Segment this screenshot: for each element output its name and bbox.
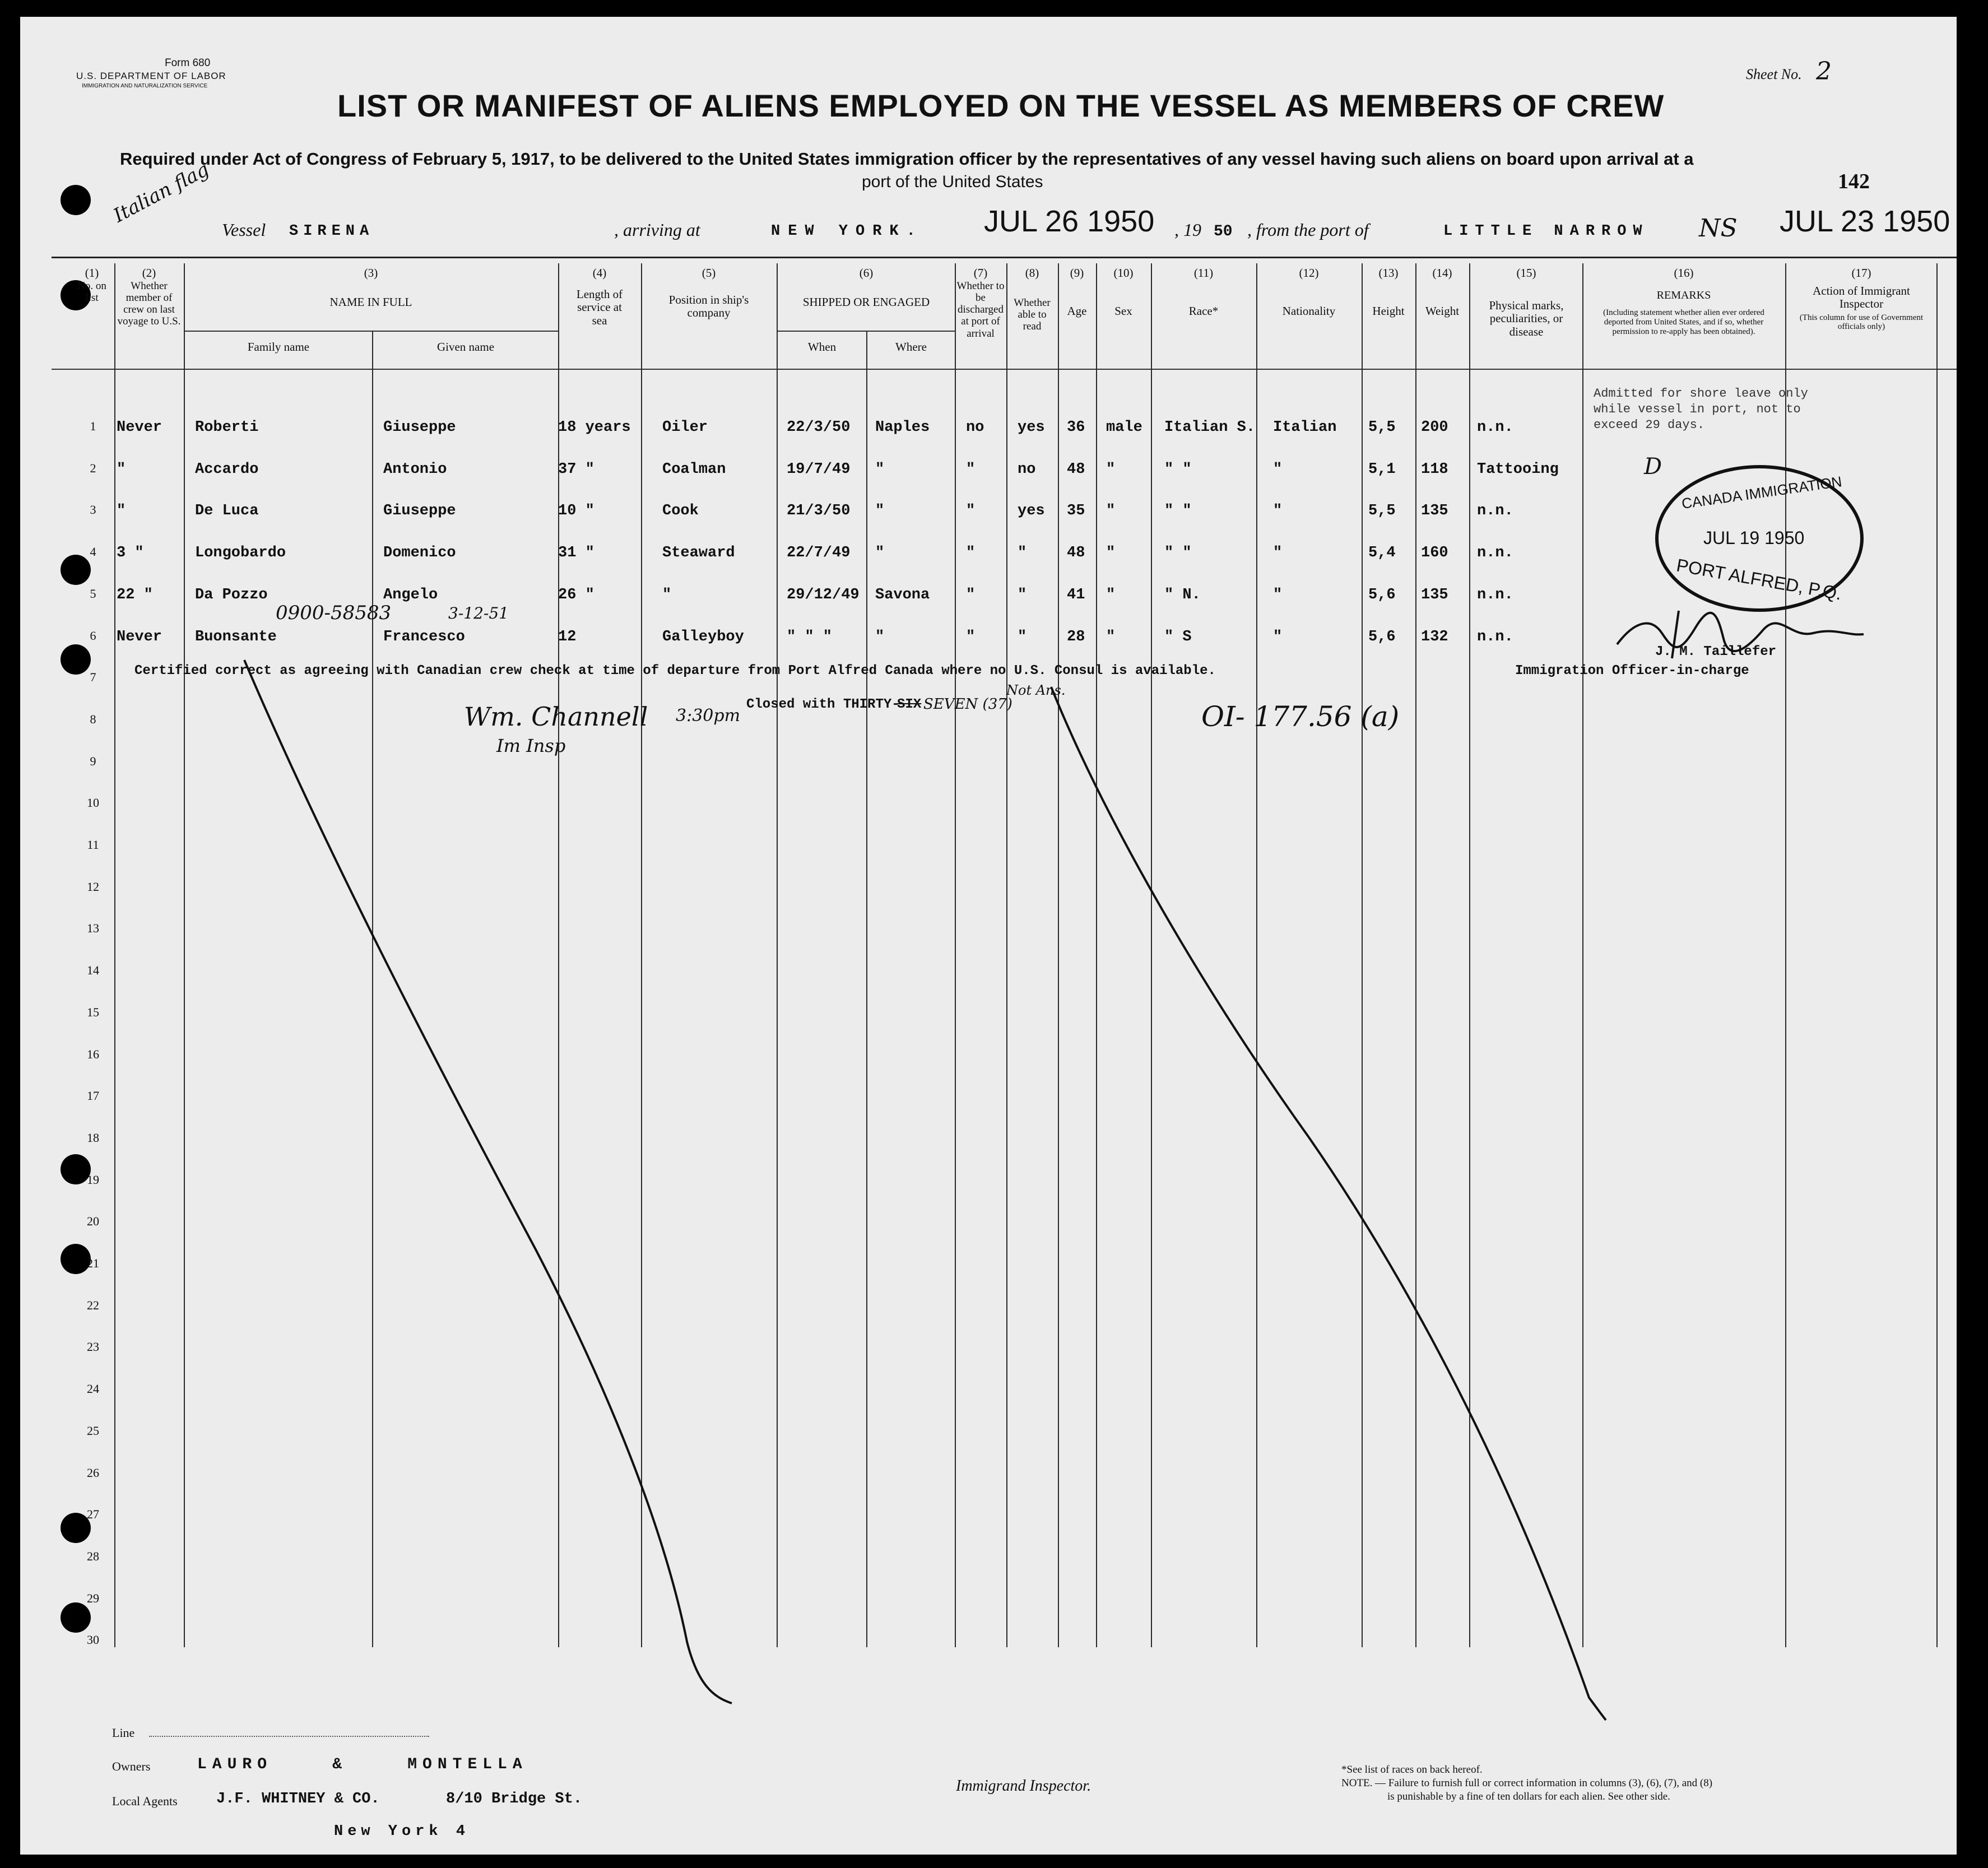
crew-weight: 135 [1421, 586, 1448, 603]
crew-weight: 135 [1421, 503, 1448, 520]
column-label: No. on list [77, 280, 106, 304]
crew-height: 5,5 [1368, 419, 1396, 436]
service-name: IMMIGRATION AND NATURALIZATION SERVICE [82, 83, 208, 89]
crew-position: Galleyboy [662, 628, 744, 645]
crew-age: 28 [1067, 628, 1085, 645]
file-number: 0900-58583 [276, 602, 392, 624]
year-label: , 19 [1174, 220, 1201, 240]
sheet-number: 2 [1816, 57, 1832, 86]
year-value: 50 [1214, 223, 1233, 240]
crew-age: 41 [1067, 586, 1085, 603]
crew-service: 37 " [558, 461, 594, 478]
crew-family: Accardo [195, 461, 259, 478]
crew-weight: 132 [1421, 628, 1448, 645]
crew-nationality: Italian [1273, 419, 1337, 436]
crew-prior: " [117, 461, 126, 478]
row-number: 9 [90, 754, 96, 768]
crew-family: Longobardo [195, 545, 286, 562]
page-code: 142 [1838, 170, 1870, 193]
crew-weight: 200 [1421, 419, 1448, 436]
crew-service: 26 " [558, 586, 594, 603]
crew-service: 12 [558, 628, 577, 645]
row-number: 25 [87, 1423, 99, 1438]
column-label: Sex [1114, 304, 1132, 318]
crew-where: " [875, 461, 885, 478]
crew-position: Coalman [662, 461, 726, 478]
closed-with-struck: SIX [897, 697, 922, 712]
line-label: Line [112, 1726, 135, 1740]
crew-where: " [875, 503, 885, 520]
crew-race: " S [1164, 628, 1192, 645]
file-date: 3-12-51 [448, 604, 509, 622]
officer-title: Immigration Officer-in-charge [1515, 663, 1749, 679]
closed-note: Not Ans. [1006, 682, 1066, 698]
crew-read: no [1018, 461, 1036, 478]
from-province: NS [1699, 214, 1738, 243]
crew-sex: " [1106, 586, 1116, 603]
crew-family: De Luca [195, 503, 259, 520]
crew-when: 22/3/50 [787, 419, 851, 436]
crew-height: 5,5 [1368, 503, 1396, 520]
crew-where: Savona [875, 586, 930, 603]
row-number: 14 [87, 963, 99, 978]
crew-nationality: " [1273, 586, 1283, 603]
crew-service: 10 " [558, 503, 594, 520]
crew-race: Italian S. [1164, 419, 1256, 436]
row-number: 1 [90, 419, 96, 433]
crew-prior: Never [117, 419, 162, 436]
agents-address: 8/10 Bridge St. [446, 1791, 583, 1807]
crew-nationality: " [1273, 503, 1283, 520]
column-label: Race* [1188, 304, 1219, 318]
flag-note: Italian flag [110, 158, 213, 227]
crew-read: yes [1018, 419, 1045, 436]
row-number: 27 [87, 1507, 99, 1522]
crew-prior: Never [117, 628, 162, 645]
crew-discharged: " [966, 628, 976, 645]
row-number: 4 [90, 545, 96, 559]
column-label: Length of service at sea [576, 287, 623, 327]
column-label: Age [1067, 304, 1087, 318]
column-number: (15) [1516, 266, 1536, 280]
column-label: NAME IN FULL [329, 295, 412, 309]
page-title: LIST OR MANIFEST OF ALIENS EMPLOYED ON THE VESSEL AS MEMBERS OF CREW [337, 88, 1665, 123]
row-number: 17 [87, 1089, 99, 1103]
column-number: (11) [1193, 266, 1214, 280]
crew-where: " [875, 545, 885, 562]
owners-value: LAURO & MONTELLA [197, 1756, 528, 1773]
d-mark: D [1644, 454, 1662, 480]
row-number: 8 [90, 712, 96, 726]
crew-race: " " [1164, 545, 1192, 562]
column-number: (5) [702, 266, 716, 280]
sheet-label: Sheet No. [1746, 66, 1802, 82]
row-number: 13 [87, 921, 99, 936]
crew-age: 48 [1067, 545, 1085, 562]
row-number: 12 [87, 879, 99, 894]
column-label: Position in ship's company [668, 292, 749, 320]
row-number: 16 [87, 1047, 99, 1061]
crew-when: 29/12/49 [787, 586, 860, 603]
column-number: (7) [973, 266, 988, 280]
crew-where: " [875, 628, 885, 645]
column-label: Whether able to read [1014, 296, 1051, 333]
crew-height: 5,6 [1368, 628, 1396, 645]
column-header-given-name: Given name [436, 340, 495, 354]
crew-where: Naples [875, 419, 930, 436]
column-label: SHIPPED OR ENGAGED [802, 295, 930, 309]
crew-race: " " [1164, 461, 1192, 478]
departure-date-stamp: JUL 23 1950 [1780, 205, 1950, 238]
column-number: (2) [142, 266, 156, 280]
remarks-line: while vessel in port, not to [1594, 402, 1801, 416]
column-header-family-name: Family name [247, 340, 310, 354]
column-number: (13) [1378, 266, 1399, 280]
row-number: 20 [87, 1214, 99, 1229]
form-number: Form 680 [165, 57, 211, 69]
column-label: REMARKS [1656, 289, 1711, 301]
crew-service: 18 years [558, 419, 631, 436]
remarks-line: exceed 29 days. [1594, 418, 1705, 432]
row-number: 2 [90, 461, 96, 475]
from-label: , from the port of [1247, 220, 1369, 240]
column-note: (This column for use of Government officials only) [1799, 313, 1924, 332]
crew-when: " " " [787, 628, 833, 645]
crew-age: 36 [1067, 419, 1085, 436]
crew-nationality: " [1273, 461, 1283, 478]
column-header-where: Where [895, 340, 927, 354]
crew-discharged: no [966, 419, 984, 436]
row-number: 29 [87, 1591, 99, 1605]
column-label: Physical marks, peculiarities, or disease [1489, 298, 1564, 338]
department-name: U.S. DEPARTMENT OF LABOR [76, 71, 226, 81]
owners-label: Owners [112, 1759, 151, 1773]
column-number: (1) [85, 266, 99, 280]
column-number: (6) [859, 266, 874, 280]
column-number: (16) [1674, 266, 1694, 280]
crew-given: Antonio [383, 461, 447, 478]
column-number: (9) [1070, 266, 1084, 280]
crew-sex: " [1106, 461, 1116, 478]
crew-prior: " [117, 503, 126, 520]
crew-read: " [1018, 545, 1027, 562]
column-header-when: When [807, 340, 837, 354]
inspector-signature: Wm. Channell [464, 701, 648, 732]
agents-label: Local Agents [112, 1794, 178, 1808]
crew-height: 5,4 [1368, 545, 1396, 562]
crew-position: " [662, 586, 672, 603]
column-number: (4) [592, 266, 607, 280]
crew-when: 21/3/50 [787, 503, 851, 520]
inspector-label: Immigrand Inspector. [956, 1777, 1091, 1795]
crew-position: Steaward [662, 545, 735, 562]
from-port: LITTLE NARROW [1443, 223, 1649, 240]
crew-read: " [1018, 628, 1027, 645]
note-text: — Failure to furnish full or correct information in columns (3), (6), (7), and (8) [1375, 1777, 1713, 1789]
crew-given: Giuseppe [383, 503, 456, 520]
column-note: (Including statement whether alien ever ordered deported from United States, and if so, whether permission to re-apply has been obtained). [1603, 308, 1764, 336]
crew-marks: n.n. [1477, 628, 1513, 645]
crew-read: " [1018, 586, 1027, 603]
row-number: 30 [87, 1633, 99, 1647]
arrival-port: NEW YORK. [771, 223, 923, 240]
remarks-line: Admitted for shore leave only [1594, 387, 1808, 401]
column-number: (12) [1299, 266, 1319, 280]
note-label: NOTE. [1341, 1777, 1373, 1789]
vessel-label: Vessel [222, 220, 266, 240]
inspector-title: Im Insp [496, 735, 566, 756]
page-subtitle: Required under Act of Congress of February 5, 1917, to be delivered to the United States immigration officer by the representatives of any vessel having such aliens on board upon arrival at a [120, 149, 1694, 169]
crew-marks: n.n. [1477, 586, 1513, 603]
row-number: 3 [90, 503, 96, 517]
crew-read: yes [1018, 503, 1045, 520]
manifest-sheet [20, 17, 1957, 1855]
crew-age: 35 [1067, 503, 1085, 520]
crew-family: Buonsante [195, 628, 277, 645]
column-number: (17) [1851, 266, 1871, 280]
column-label: Weight [1425, 304, 1460, 318]
row-number: 6 [90, 628, 96, 643]
row-number: 23 [87, 1340, 99, 1354]
crew-age: 48 [1067, 461, 1085, 478]
arrival-date-stamp: JUL 26 1950 [984, 205, 1155, 238]
crew-discharged: " [966, 586, 976, 603]
arriving-label: , arriving at [614, 220, 700, 240]
row-number: 18 [87, 1130, 99, 1145]
row-number: 11 [87, 838, 99, 852]
note-text-2: is punishable by a fine of ten dollars for each alien. See other side. [1387, 1791, 1670, 1802]
row-number: 26 [87, 1465, 99, 1480]
crew-family: Da Pozzo [195, 586, 268, 603]
stamp-top-text: CANADA IMMIGRATION [1680, 473, 1843, 512]
crew-height: 5,6 [1368, 586, 1396, 603]
column-label: Nationality [1282, 304, 1336, 318]
row-number: 19 [87, 1172, 99, 1187]
crew-given: Giuseppe [383, 419, 456, 436]
crew-position: Oiler [662, 419, 708, 436]
agents-city: New York 4 [334, 1823, 470, 1840]
vessel-name: SIRENA [289, 223, 374, 240]
stamp-bottom-text: PORT ALFRED, P.Q. [1675, 555, 1843, 604]
crew-marks: n.n. [1477, 503, 1513, 520]
crew-family: Roberti [195, 419, 259, 436]
crew-marks: n.n. [1477, 545, 1513, 562]
crew-when: 22/7/49 [787, 545, 851, 562]
closed-with-written: SEVEN (37) [923, 696, 1012, 713]
crew-discharged: " [966, 461, 976, 478]
line-dotted-field [149, 1736, 429, 1737]
column-label: Whether member of crew on last voyage to U.S. [117, 280, 181, 328]
crew-nationality: " [1273, 545, 1283, 562]
row-number: 5 [90, 586, 96, 601]
row-number: 7 [90, 670, 96, 685]
row-number: 22 [87, 1298, 99, 1312]
row-number: 15 [87, 1005, 99, 1019]
crew-sex: " [1106, 628, 1116, 645]
crew-race: " " [1164, 503, 1192, 520]
column-number: (3) [364, 266, 378, 280]
crew-weight: 118 [1421, 461, 1448, 478]
column-label: Height [1372, 304, 1405, 318]
crew-service: 31 " [558, 545, 594, 562]
column-number: (14) [1432, 266, 1452, 280]
crew-nationality: " [1273, 628, 1283, 645]
column-number: (10) [1113, 266, 1134, 280]
inspector-time: 3:30pm [676, 706, 741, 726]
row-number: 10 [87, 796, 99, 810]
page-subtitle-2: port of the United States [862, 173, 1043, 191]
column-label: Whether to be discharged at port of arrival [956, 280, 1005, 340]
crew-sex: " [1106, 503, 1116, 520]
races-note: *See list of races on back hereof. [1341, 1764, 1483, 1776]
crew-race: " N. [1164, 586, 1201, 603]
crew-given: Angelo [383, 586, 438, 603]
stamp-date: JUL 19 1950 [1703, 528, 1805, 548]
crew-position: Cook [662, 503, 699, 520]
crew-sex: " [1106, 545, 1116, 562]
column-label: Action of Immigrant Inspector [1813, 284, 1910, 311]
crew-when: 19/7/49 [787, 461, 851, 478]
crew-discharged: " [966, 545, 976, 562]
crew-marks: Tattooing [1477, 461, 1559, 478]
row-number: 28 [87, 1549, 99, 1563]
crew-given: Domenico [383, 545, 456, 562]
oi-reference: OI- 177.56 (a) [1201, 700, 1400, 733]
cancellation-strokes [20, 17, 1957, 1855]
certification-text: Certified correct as agreeing with Canadian crew check at time of departure from Port Alfred Canada where no U.S. Consul is available. [134, 663, 1216, 679]
crew-prior: 3 " [117, 545, 144, 562]
agents-value: J.F. WHITNEY & CO. [216, 1791, 380, 1807]
row-number: 21 [87, 1256, 99, 1270]
officer-name: J. M. Taillefer [1655, 644, 1777, 659]
row-number: 24 [87, 1382, 99, 1396]
column-number: (8) [1025, 266, 1039, 280]
crew-discharged: " [966, 503, 976, 520]
crew-prior: 22 " [117, 586, 153, 603]
crew-sex: male [1106, 419, 1142, 436]
crew-given: Francesco [383, 628, 465, 645]
crew-height: 5,1 [1368, 461, 1396, 478]
crew-marks: n.n. [1477, 419, 1513, 436]
closed-with-text: Closed with THIRTY- [746, 697, 900, 712]
crew-weight: 160 [1421, 545, 1448, 562]
